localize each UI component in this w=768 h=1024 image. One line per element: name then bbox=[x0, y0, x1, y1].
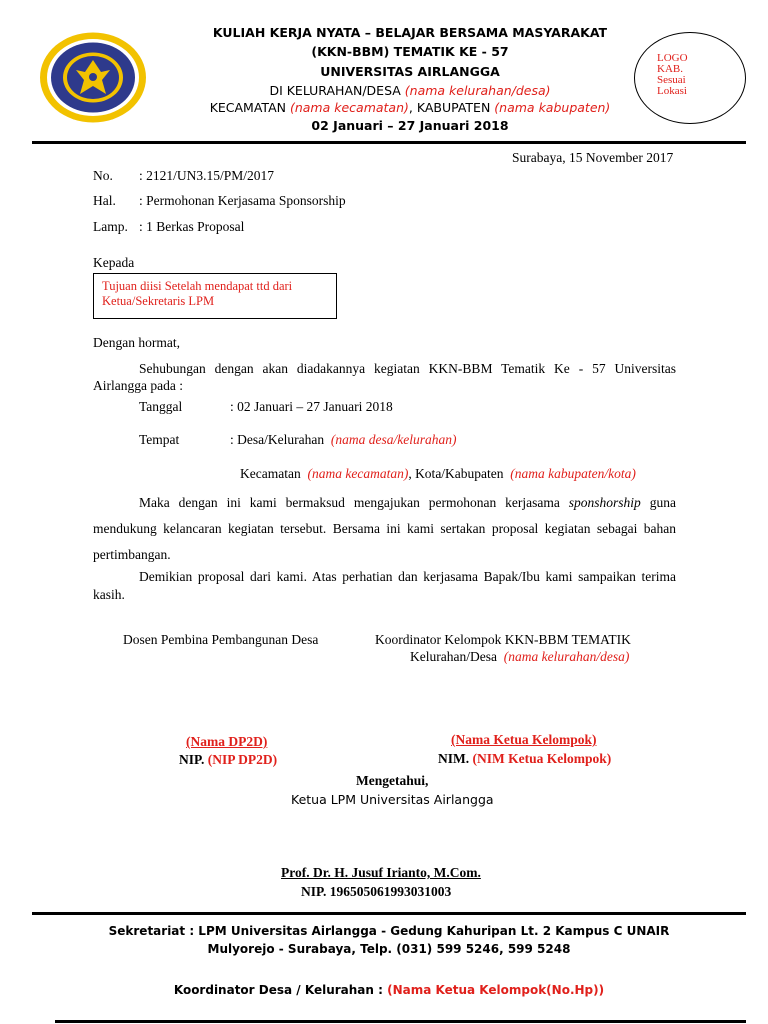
lamp-label: Lamp. bbox=[93, 219, 128, 234]
header-line-1: KULIAH KERJA NYATA – BELAJAR BERSAMA MASYARAKAT bbox=[212, 25, 608, 40]
header-line-4: DI KELURAHAN/DESA (nama kelurahan/desa) bbox=[269, 83, 551, 98]
prof-name: Prof. Dr. H. Jusuf Irianto, M.Com. bbox=[281, 865, 481, 880]
regency-logo-text: LOGO KAB. Sesuai Lokasi bbox=[657, 52, 688, 97]
hal-value: : Permohonan Kerjasama Sponsorship bbox=[139, 193, 346, 208]
prof-nip: NIP. 196505061993031003 bbox=[301, 884, 452, 899]
left-signatory-nip: NIP. (NIP DP2D) bbox=[179, 752, 278, 767]
tempat-value: : Desa/Kelurahan (nama desa/kelurahan) bbox=[230, 432, 457, 447]
mengetahui-label: Mengetahui, bbox=[356, 773, 429, 788]
header-date-range: 02 Januari – 27 Januari 2018 bbox=[311, 118, 509, 133]
regency-logo-placeholder bbox=[634, 32, 746, 124]
hal-label: Hal. bbox=[93, 193, 116, 208]
footer-divider bbox=[32, 912, 746, 915]
no-value: : 2121/UN3.15/PM/2017 bbox=[139, 168, 275, 183]
header-divider bbox=[32, 141, 746, 144]
footer-line-1: Sekretariat : LPM Universitas Airlangga - Gedung Kahuripan Lt. 2 Kampus C UNAIR bbox=[108, 924, 670, 938]
header-line-5: KECAMATAN (nama kecamatan), KABUPATEN (nama kabupaten) bbox=[209, 100, 611, 115]
lamp-value: : 1 Berkas Proposal bbox=[139, 219, 245, 234]
ketua-lpm-title: Ketua LPM Universitas Airlangga bbox=[291, 792, 494, 807]
header-line-3: UNIVERSITAS AIRLANGGA bbox=[320, 64, 500, 79]
tempat-label: Tempat bbox=[139, 432, 180, 447]
no-label: No. bbox=[93, 168, 113, 183]
right-signatory-name: (Nama Ketua Kelompok) bbox=[451, 732, 597, 747]
left-signatory-name: (Nama DP2D) bbox=[186, 734, 268, 749]
footer-line-2: Mulyorejo - Surabaya, Telp. (031) 599 5246, 599 5248 bbox=[207, 942, 571, 956]
paragraph-2: Maka dengan ini kami bermaksud mengajukan permohonan kerjasama sponshorship guna mendukung kelancaran kegiatan tersebut. Bersama ini kami sertakan proposal kegiatan sebagai bahan pertimbangan. bbox=[93, 495, 676, 562]
footer-koordinator: Koordinator Desa / Kelurahan : (Nama Ketua Kelompok(No.Hp)) bbox=[173, 983, 605, 997]
kepada-label: Kepada bbox=[93, 255, 135, 270]
left-signatory-title: Dosen Pembina Pembangunan Desa bbox=[123, 632, 319, 647]
tanggal-value: : 02 Januari – 27 Januari 2018 bbox=[230, 399, 393, 414]
right-signatory-subtitle: Kelurahan/Desa (nama kelurahan/desa) bbox=[410, 649, 630, 664]
greeting: Dengan hormat, bbox=[93, 335, 180, 350]
place-date: Surabaya, 15 November 2017 bbox=[512, 150, 674, 165]
right-signatory-title: Koordinator Kelompok KKN-BBM TEMATIK bbox=[375, 632, 631, 647]
kecamatan-line: Kecamatan (nama kecamatan), Kota/Kabupaten (nama kabupaten/kota) bbox=[240, 466, 636, 481]
paragraph-1: Sehubungan dengan akan diadakannya kegiatan KKN-BBM Tematik Ke - 57 Universitas Airlangga pada : bbox=[93, 361, 676, 393]
header-line-2: (KKN-BBM) TEMATIK KE - 57 bbox=[311, 44, 509, 59]
recipient-box-text: Tujuan diisi Setelah mendapat ttd dari Ketua/Sekretaris LPM bbox=[102, 279, 293, 308]
university-seal-logo bbox=[38, 30, 148, 125]
paragraph-3: Demikian proposal dari kami. Atas perhatian dan kerjasama Bapak/Ibu kami sampaikan terima kasih. bbox=[93, 569, 676, 602]
tanggal-label: Tanggal bbox=[139, 399, 183, 414]
right-signatory-nim: NIM. (NIM Ketua Kelompok) bbox=[438, 751, 612, 766]
bottom-divider bbox=[55, 1020, 746, 1023]
